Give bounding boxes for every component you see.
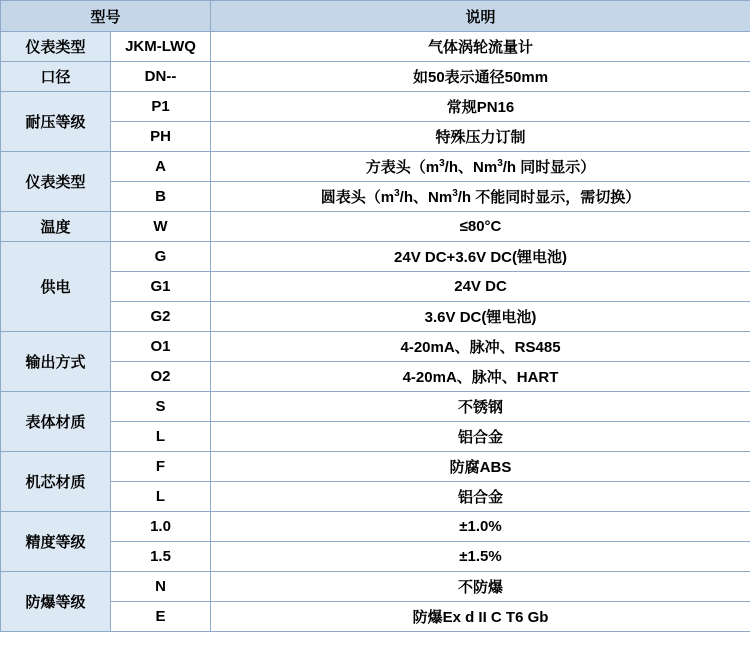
category-cell: 供电 <box>1 242 111 332</box>
table-row <box>1 62 750 92</box>
category-cell: 温度 <box>1 212 111 242</box>
description-cell: 24V DC <box>211 272 750 302</box>
category-cell: 耐压等级 <box>1 92 111 152</box>
table-header-row <box>1 1 750 32</box>
description-cell: 不防爆 <box>211 572 750 602</box>
code-cell: 1.0 <box>111 512 211 542</box>
table-row <box>1 272 750 302</box>
header-description: 说明 <box>211 1 750 32</box>
table-row <box>1 302 750 332</box>
table-row <box>1 602 750 632</box>
code-cell: N <box>111 572 211 602</box>
code-cell: L <box>111 422 211 452</box>
description-cell: ≤80°C <box>211 212 750 242</box>
table-row <box>1 422 750 452</box>
description-cell: 特殊压力订制 <box>211 122 750 152</box>
table-row <box>1 182 750 212</box>
table-row <box>1 122 750 152</box>
table-row <box>1 452 750 482</box>
description-cell: 防爆Ex d II C T6 Gb <box>211 602 750 632</box>
description-cell: 防腐ABS <box>211 452 750 482</box>
table-row <box>1 212 750 242</box>
code-cell: O2 <box>111 362 211 392</box>
code-cell: B <box>111 182 211 212</box>
code-cell: E <box>111 602 211 632</box>
category-cell: 仪表类型 <box>1 32 111 62</box>
category-cell: 精度等级 <box>1 512 111 572</box>
header-model: 型号 <box>1 1 211 32</box>
code-cell: DN-- <box>111 62 211 92</box>
description-cell: 铝合金 <box>211 422 750 452</box>
description-cell: 不锈钢 <box>211 392 750 422</box>
code-cell: PH <box>111 122 211 152</box>
description-cell: 3.6V DC(锂电池) <box>211 302 750 332</box>
code-cell: G1 <box>111 272 211 302</box>
description-cell: 气体涡轮流量计 <box>211 32 750 62</box>
category-cell: 仪表类型 <box>1 152 111 212</box>
table-row <box>1 152 750 182</box>
code-cell: L <box>111 482 211 512</box>
description-cell: 24V DC+3.6V DC(锂电池) <box>211 242 750 272</box>
description-cell: 方表头（$m^3/h$、Nm$^3$/h 同时显示） <box>211 152 750 182</box>
code-cell: A <box>111 152 211 182</box>
description-cell: 铝合金 <box>211 482 750 512</box>
description-cell: ±1.5% <box>211 542 750 572</box>
category-cell: 表体材质 <box>1 392 111 452</box>
code-cell: G <box>111 242 211 272</box>
table-header <box>1 1 750 32</box>
code-cell: P1 <box>111 92 211 122</box>
table-row <box>1 332 750 362</box>
description-cell: ±1.0% <box>211 512 750 542</box>
description-cell: 4-20mA、脉冲、RS485 <box>211 332 750 362</box>
table-row <box>1 542 750 572</box>
category-cell: 输出方式 <box>1 332 111 392</box>
table-row <box>1 572 750 602</box>
table-row <box>1 32 750 62</box>
code-cell: F <box>111 452 211 482</box>
category-cell: 口径 <box>1 62 111 92</box>
table-row <box>1 482 750 512</box>
description-cell: 常规PN16 <box>211 92 750 122</box>
code-cell: 1.5 <box>111 542 211 572</box>
description-cell: 4-20mA、脉冲、HART <box>211 362 750 392</box>
table-row <box>1 512 750 542</box>
table-row <box>1 92 750 122</box>
description-cell: 如50表示通径50mm <box>211 62 750 92</box>
code-cell: W <box>111 212 211 242</box>
table-row <box>1 242 750 272</box>
code-cell: S <box>111 392 211 422</box>
table-row <box>1 362 750 392</box>
code-cell: O1 <box>111 332 211 362</box>
category-cell: 防爆等级 <box>1 572 111 632</box>
table-row <box>1 392 750 422</box>
table-body <box>1 32 750 632</box>
description-cell: 圆表头（$m^3/h$、Nm$^3$/h 不能同时显示，需切换） <box>211 182 750 212</box>
category-cell: 机芯材质 <box>1 452 111 512</box>
code-cell: JKM-LWQ <box>111 32 211 62</box>
code-cell: G2 <box>111 302 211 332</box>
